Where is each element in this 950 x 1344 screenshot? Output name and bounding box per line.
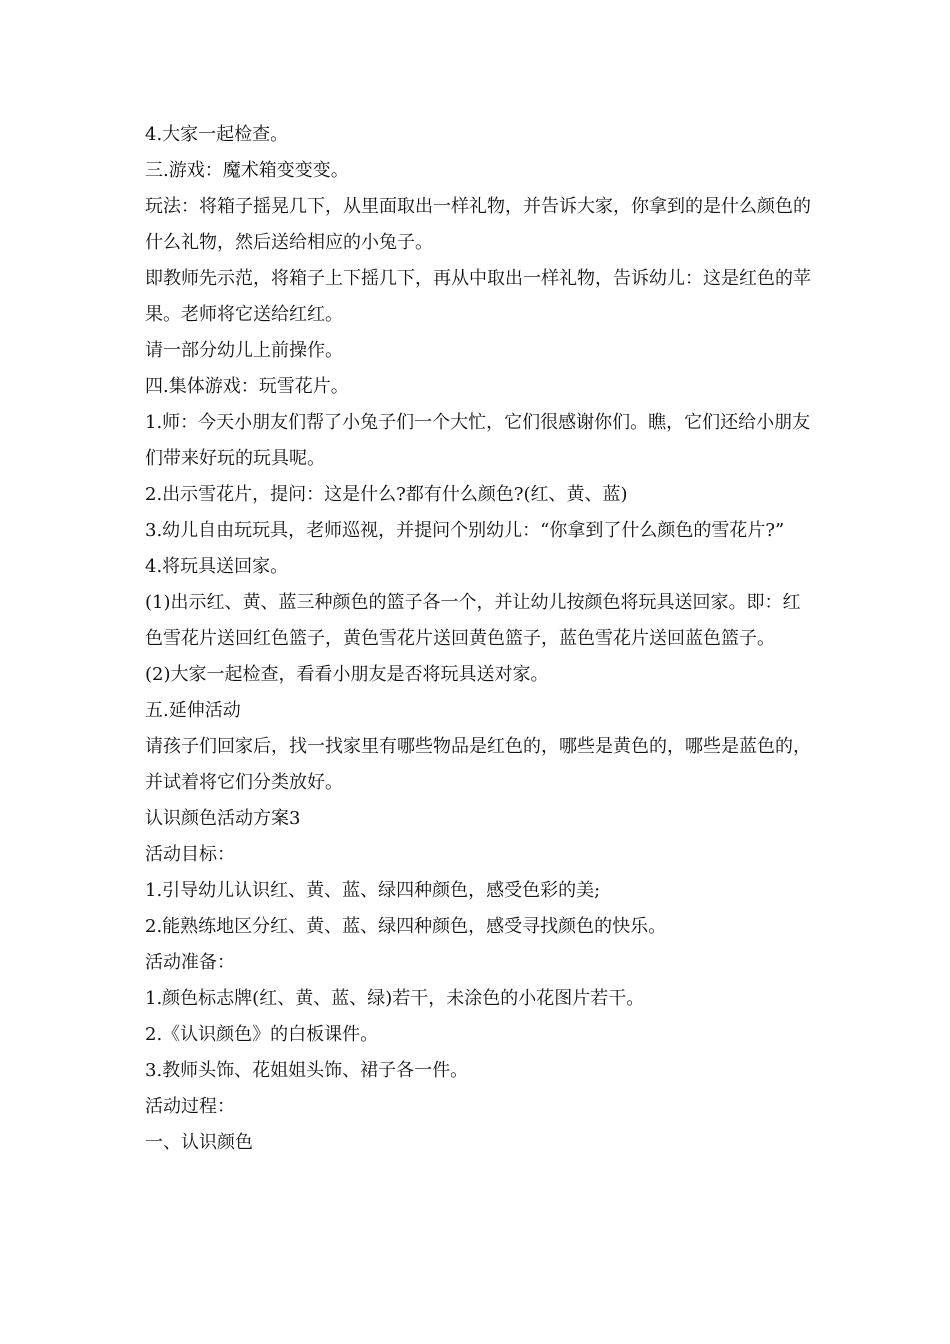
paragraph: 3.幼儿自由玩玩具，老师巡视，并提问个别幼儿：“你拿到了什么颜色的雪花片?”	[145, 520, 785, 541]
section-heading: 五.延伸活动	[145, 700, 241, 721]
section-heading: 活动过程：	[145, 1096, 235, 1117]
section-heading: 三.游戏：魔术箱变变变。	[145, 160, 349, 181]
paragraph: 请一部分幼儿上前操作。	[145, 340, 343, 361]
document-title: 认识颜色活动方案3	[145, 808, 301, 829]
section-heading: 活动准备：	[145, 952, 235, 973]
paragraph: (2)大家一起检查，看看小朋友是否将玩具送对家。	[145, 664, 549, 685]
paragraph: 1.引导幼儿认识红、黄、蓝、绿四种颜色，感受色彩的美;	[145, 880, 601, 901]
paragraph: (1)出示红、黄、蓝三种颜色的篮子各一个，并让幼儿按颜色将玩具送回家。即：红色雪花片送回红色篮子，黄色雪花片送回黄色篮子，蓝色雪花片送回蓝色篮子。	[145, 592, 801, 649]
paragraph: 2.能熟练地区分红、黄、蓝、绿四种颜色，感受寻找颜色的快乐。	[145, 916, 667, 937]
section-heading: 一、认识颜色	[145, 1132, 253, 1153]
section-heading: 四.集体游戏：玩雪花片。	[145, 376, 349, 397]
paragraph: 2.《认识颜色》的白板课件。	[145, 1024, 379, 1045]
paragraph: 玩法：将箱子摇晃几下，从里面取出一样礼物，并告诉大家，你拿到的是什么颜色的什么礼物，然后送给相应的小兔子。	[145, 196, 811, 253]
document-body	[145, 117, 815, 1161]
paragraph: 请孩子们回家后，找一找家里有哪些物品是红色的，哪些是黄色的，哪些是蓝色的，并试着将它们分类放好。	[145, 736, 811, 793]
paragraph: 1.颜色标志牌(红、黄、蓝、绿)若干，未涂色的小花图片若干。	[145, 988, 645, 1009]
paragraph: 3.教师头饰、花姐姐头饰、裙子各一件。	[145, 1060, 469, 1081]
paragraph: 2.出示雪花片，提问：这是什么?都有什么颜色?(红、黄、蓝)	[145, 484, 628, 505]
paragraph: 4.将玩具送回家。	[145, 556, 289, 577]
section-heading: 活动目标：	[145, 844, 235, 865]
paragraph: 即教师先示范，将箱子上下摇几下，再从中取出一样礼物，告诉幼儿：这是红色的苹果。老师将它送给红红。	[145, 268, 811, 325]
paragraph: 1.师：今天小朋友们帮了小兔子们一个大忙，它们很感谢你们。瞧，它们还给小朋友们带来好玩的玩具呢。	[145, 412, 811, 469]
paragraph: 4.大家一起检查。	[145, 124, 289, 145]
